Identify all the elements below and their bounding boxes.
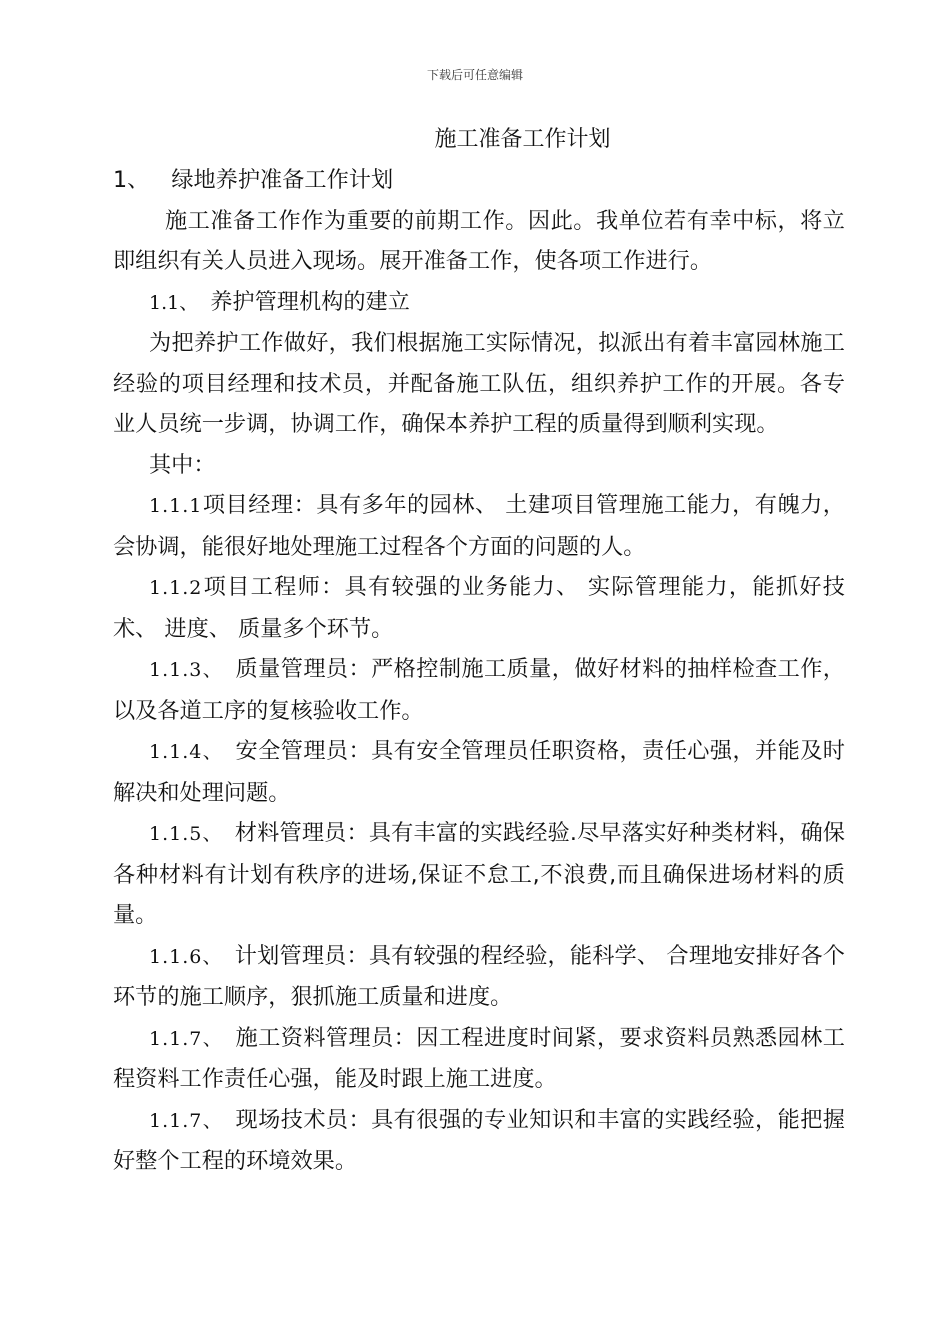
role-item-site-technician (113, 1100, 845, 1182)
role-number: 1.1.1 (149, 495, 203, 517)
role-number: 1.1.7、 (149, 1027, 224, 1050)
role-number: 1.1.7、 (149, 1109, 224, 1132)
role-text: 项目经理：具有多年的园林、 土建项目管理施工能力，有魄力，会协调，能很好地处理施工过程各个方面的问题的人。 (113, 492, 845, 560)
role-text: 材料管理员：具有丰富的实践经验.尽早落实好种类材料，确保各种材料有计划有秩序的进场,保证不怠工,不浪费,而且确保进场材料的质量。 (113, 820, 845, 928)
role-text: 计划管理员：具有较强的程经验，能科学、 合理地安排好各个环节的施工顺序，狠抓施工质量和进度。 (113, 942, 845, 1010)
role-number: 1.1.5、 (149, 823, 223, 845)
intro-paragraph: 施工准备工作作为重要的前期工作。因此。我单位若有幸中标，将立即组织有关人员进入现场。展开准备工作，使各项工作进行。 (113, 207, 845, 274)
subsection-title: 养护管理机构的建立 (210, 288, 410, 315)
among-label: 其中： (149, 451, 216, 478)
role-item-safety-manager (113, 731, 845, 813)
role-item-quality-manager (113, 649, 845, 731)
section-number: 1、 (113, 167, 150, 193)
role-number: 1.1.6、 (149, 945, 223, 968)
role-text: 质量管理员：严格控制施工质量，做好材料的抽样检查工作，以及各道工序的复核验收工作。 (113, 656, 845, 724)
page-header-note: 下载后可任意编辑 (426, 68, 523, 82)
role-item-documents-manager (113, 1018, 845, 1100)
role-item-project-engineer (113, 567, 845, 649)
subsection-number: 1.1、 (149, 291, 199, 314)
role-text: 项目工程师：具有较强的业务能力、 实际管理能力，能抓好技术、 进度、 质量多个环节。 (113, 574, 845, 642)
subsection-heading (113, 282, 845, 324)
role-text: 施工资料管理员：因工程进度时间紧，要求资料员熟悉园林工程资料工作责任心强，能及时跟上施工进度。 (113, 1024, 845, 1092)
role-item-planning-manager (113, 936, 845, 1018)
role-text: 现场技术员：具有很强的专业知识和丰富的实践经验，能把握好整个工程的环境效果。 (113, 1106, 845, 1174)
section-title: 绿地养护准备工作计划 (171, 167, 394, 193)
role-item-project-manager (113, 485, 845, 567)
role-number: 1.1.2 (149, 577, 203, 599)
role-item-materials-manager (113, 813, 845, 936)
role-number: 1.1.3、 (149, 659, 224, 681)
document-title: 施工准备工作计划 (434, 127, 611, 152)
document-body (113, 160, 845, 1182)
section-heading (113, 160, 845, 201)
role-number: 1.1.4、 (149, 741, 224, 763)
role-text: 安全管理员：具有安全管理员任职资格，责任心强，并能及时解决和处理问题。 (113, 738, 845, 806)
organization-paragraph: 为把养护工作做好，我们根据施工实际情况，拟派出有着丰富园林施工经验的项目经理和技术员，并配备施工队伍，组织养护工作的开展。各专业人员统一步调，协调工作，确保本养护工程的质量得到顺利实现。 (113, 330, 845, 437)
